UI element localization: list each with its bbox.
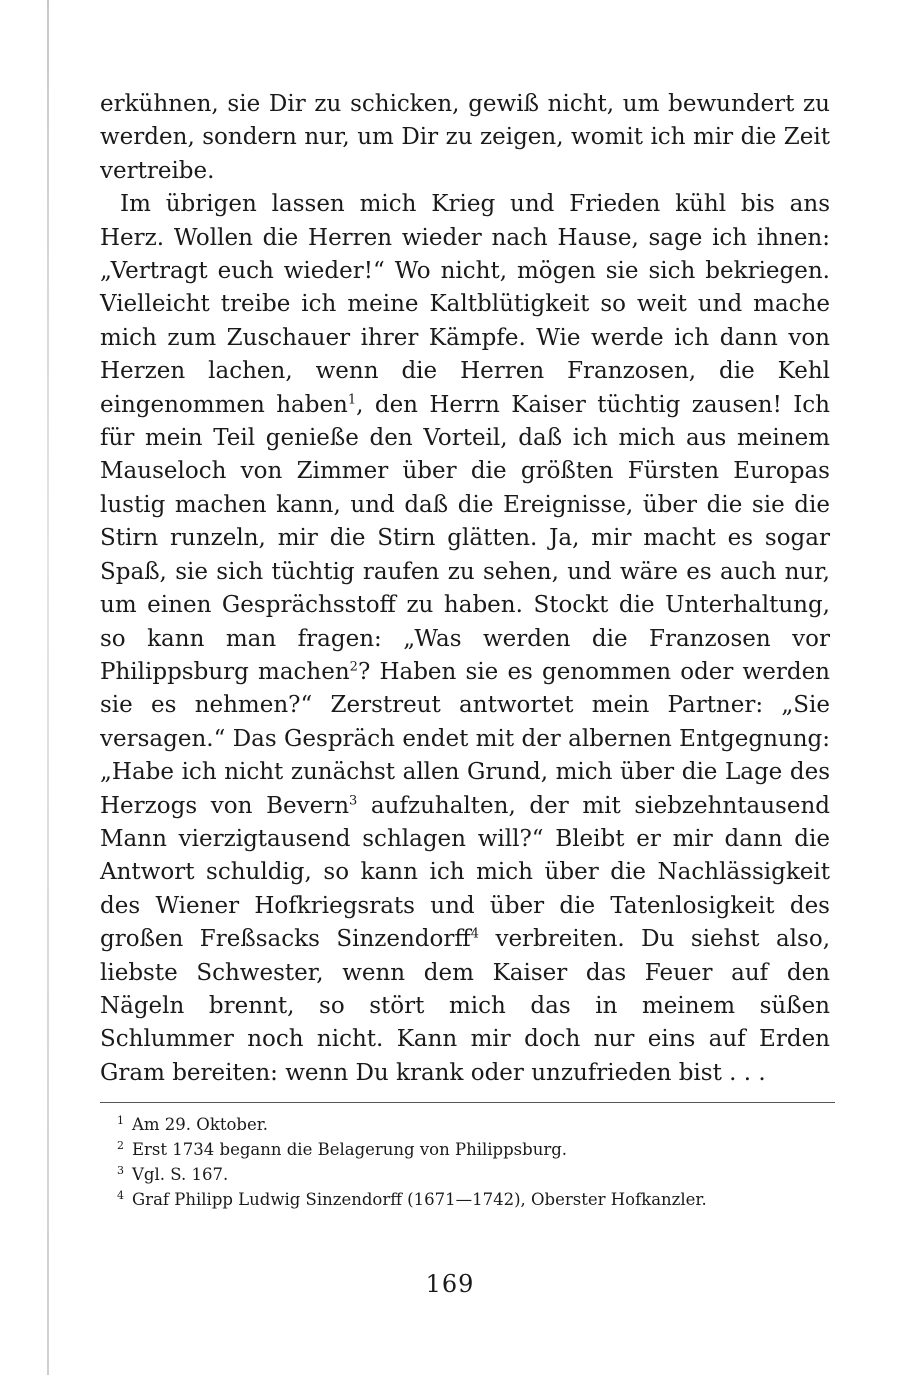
footnote-ref-1: 1 — [347, 392, 357, 407]
footnote-number: 1 — [117, 1113, 124, 1127]
paragraph-1: erkühnen, sie Dir zu schicken, gewiß nicht, um bewundert zu werden, sondern nur, um Dir zu zeigen, womit ich mir die Zeit vertreibe. — [100, 91, 830, 184]
page-edge — [47, 0, 49, 1375]
footnote-ref-3: 3 — [349, 792, 358, 808]
footnote-number: 4 — [117, 1188, 124, 1202]
footnote-text: Erst 1734 begann die Belagerung von Philippsburg. — [132, 1140, 568, 1159]
paragraph-2-text-5: verbreiten. Du siehst also, liebste Schwester, wenn dem Kaiser das Feuer auf den Nägeln brennt, so stört mich das in meinem süßen Schlummer noch nicht. Kann mir doch nur eins auf Erden Gram bereiten: wenn Du krank oder unzufrieden bist . . . — [100, 926, 831, 1086]
paragraph-2-text-4: aufzuhalten, der mit siebzehntausend Mann vierzigtausend schlagen will?“ Bleibt er mir dann die Antwort schuldig, so kann ich mich über die Nachlässigkeit des Wiener Hofkriegsrats und über die Tatenlosigkeit des großen Freßsacks Sinzendorff — [100, 792, 830, 953]
paragraph-2-text-2: , den Herrn Kaiser tüchtig zausen! Ich für mein Teil genieße den Vorteil, daß ich mich aus meinem Mauseloch von Zimmer über die größten Fürsten Europas lustig machen kann, und daß die Ereignisse, über die sie die Stirn runzeln, mir die Stirn glätten. Ja, mir macht es sogar Spaß, sie sich tüchtig raufen zu sehen, und wäre es auch nur, um einen Gesprächsstoff zu haben. Stockt die Unterhaltung, so kann man fragen: „Was werden die Franzosen vor Philippsburg machen — [100, 391, 830, 685]
footnote-4 — [117, 1187, 837, 1212]
footnote-2 — [117, 1137, 837, 1162]
footnote-text: Vgl. S. 167. — [132, 1165, 229, 1184]
paragraph-2-text-3: ? Haben sie es genommen oder werden sie es nehmen?“ Zerstreut antwortet mein Partner: „Sie versagen.“ Das Gespräch endet mit der albernen Entgegnung: „Habe ich nicht zunächst allen Grund, mich über die Lage des Herzogs von Bevern — [100, 658, 830, 819]
footnote-number: 2 — [117, 1138, 124, 1152]
footnote-1 — [117, 1112, 837, 1137]
paragraph-2 — [100, 188, 830, 1090]
footnotes — [117, 1112, 837, 1212]
footnote-3 — [117, 1162, 837, 1187]
footnote-number: 3 — [117, 1163, 124, 1177]
footnote-divider — [100, 1102, 835, 1103]
main-text — [100, 88, 830, 1090]
footnote-text: Am 29. Oktober. — [132, 1115, 269, 1134]
paragraph-2-text-1: Im übrigen lassen mich Krieg und Frieden kühl bis ans Herz. Wollen die Herren wieder nach Hause, sage ich ihnen: „Vertragt euch wieder!“ Wo nicht, mögen sie sich bekriegen. Vielleicht treibe ich meine Kaltblütigkeit so weit und mache mich zum Zuschauer ihrer Kämpfe. Wie werde ich dann von Herzen lachen, wenn die Herren Franzosen, die Kehl eingenommen haben — [100, 191, 830, 418]
footnote-ref-4: 4 — [470, 926, 479, 942]
footnote-ref-2: 2 — [349, 659, 358, 675]
footnote-text: Graf Philipp Ludwig Sinzendorff (1671—1742), Oberster Hofkanzler. — [132, 1190, 707, 1209]
page-number: 169 — [425, 1270, 475, 1298]
